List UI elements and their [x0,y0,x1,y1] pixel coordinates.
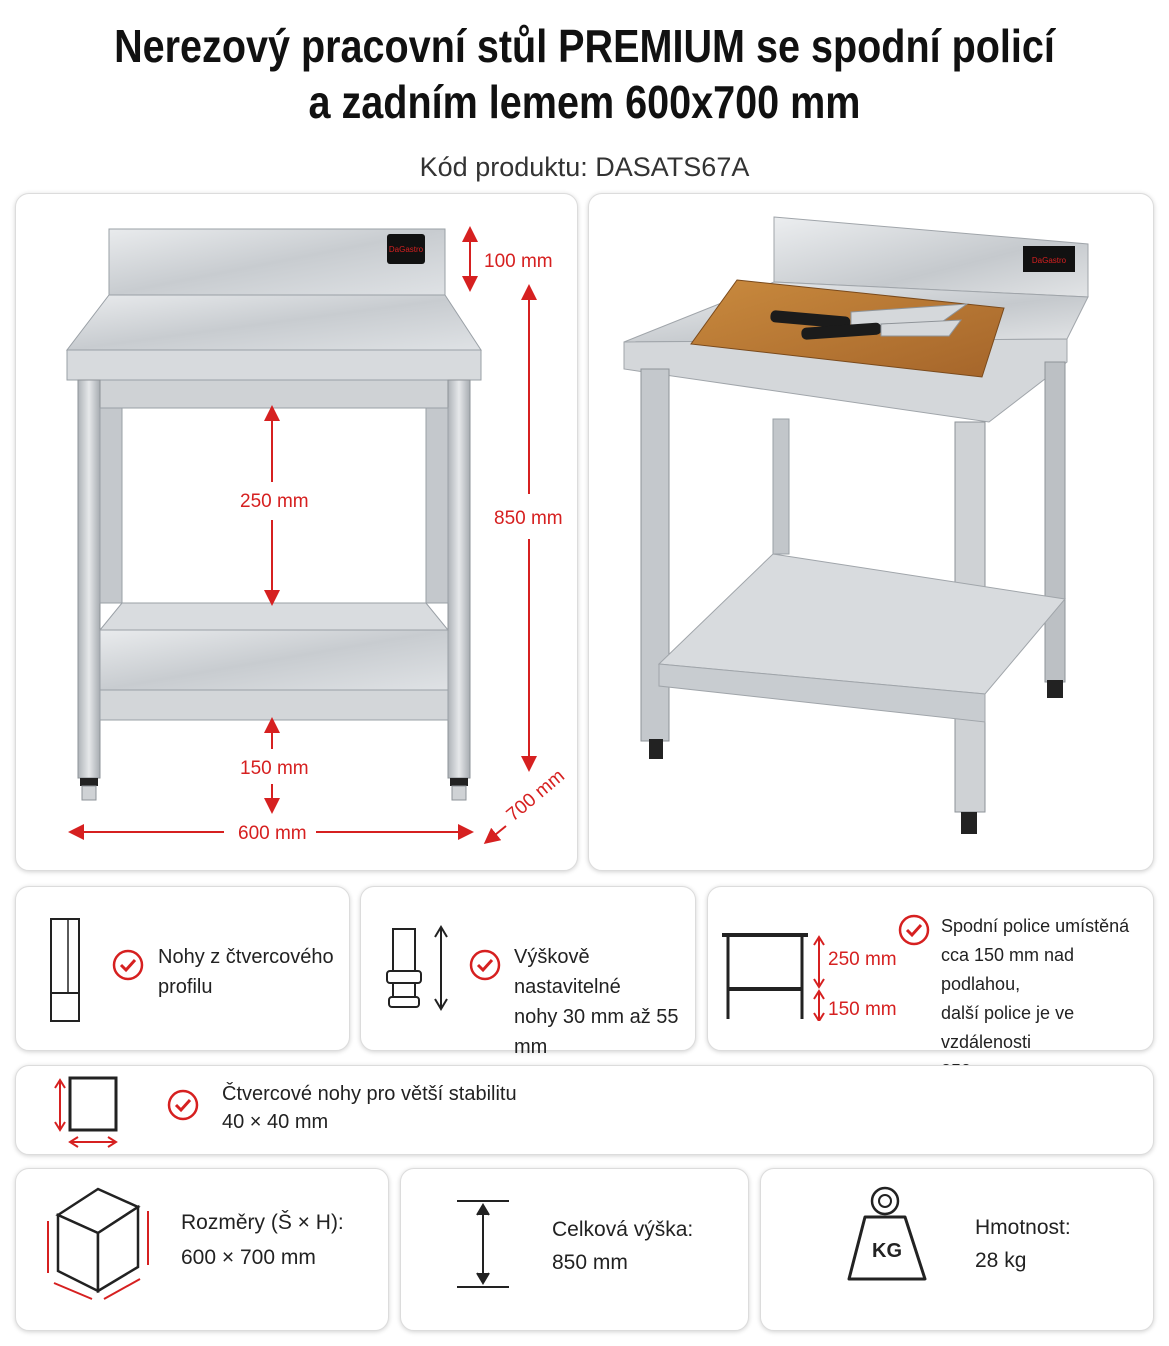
square-profile-icon [52,1074,142,1150]
feature-leg-profile-line2: profilu [158,976,213,998]
lower-shelf [100,630,448,690]
leg-back-left [100,408,122,603]
lower-shelf-front [100,690,448,720]
logo-text: DaGastro [388,245,424,254]
check-icon [898,914,930,946]
dim-shelf-gap-label: 250 mm [240,491,309,512]
feature-square-legs-line1: Čtvercové nohy pro větší stabilitu [222,1083,517,1105]
dim-depth-label: 700 mm [502,765,569,826]
photo-foot-2 [961,812,977,834]
feature-shelf-line1: Spodní police umístěná [941,916,1130,936]
box-dimensions-icon [40,1181,158,1303]
feature-card-square-legs [15,1065,1154,1155]
feature-dimensions-line1: Rozměry (Š × H): [181,1211,344,1234]
feature-card-leg-profile [15,886,350,1051]
shelf-dim-lower: 150 mm [828,999,897,1020]
feature-shelf-line2: cca 150 mm nad podlahou, [941,945,1075,994]
feature-dimensions-line2: 600 × 700 mm [181,1246,316,1269]
feature-height-line1: Celková výška: [552,1218,694,1241]
dimension-drawing [16,194,577,870]
square-leg-icon [46,915,86,1025]
title-line-1: Nerezový pracovní stůl PREMIUM se spodní policí [114,20,1055,72]
top-frame [100,380,448,408]
leg-front-left [78,380,100,778]
feature-card-weight [760,1168,1154,1331]
feature-weight-line2: 28 kg [975,1249,1027,1272]
feature-card-height [400,1168,749,1331]
photo-foot-3 [1047,680,1063,698]
dim-width-label: 600 mm [238,823,307,844]
leg-back-right [426,408,448,603]
weight-icon [847,1183,947,1287]
product-photo [589,194,1153,870]
foot-right-screw [452,786,466,800]
dim-backsplash-label: 100 mm [484,251,553,272]
check-icon [469,949,501,981]
title-line-2: a zadním lemem 600x700 mm [308,76,861,128]
foot-left-screw [82,786,96,800]
photo-leg-back-left [773,419,789,554]
feature-adjustable-line1: Výškově nastavitelné [514,946,621,998]
lower-shelf-surface [100,603,448,630]
feature-card-dimensions [15,1168,389,1331]
shelf-dim-upper: 250 mm [828,949,897,970]
product-code: Kód produktu: DASATS67A [419,152,750,182]
feature-card-adjustable [360,886,696,1058]
check-icon [167,1089,199,1121]
shelf-diagram-icon [722,929,898,1021]
feature-leg-profile-line1: Nohy z čtvercového [158,946,334,968]
feature-card-shelf [707,886,1154,1051]
foot-right [450,778,468,786]
dim-shelf-floor-label: 150 mm [240,758,309,779]
check-icon [112,949,144,981]
dim-height-label: 850 mm [494,508,563,529]
foot-left [80,778,98,786]
table-top [67,295,481,350]
photo-foot-1 [649,739,663,759]
feature-shelf-line3: další police je ve vzdálenosti [941,1003,1075,1052]
dim-line-depth [490,826,506,839]
feature-adjustable-line2: nohy 30 mm až 55 mm [514,1006,679,1058]
adjustable-foot-icon [381,925,451,1015]
leg-front-right [448,380,470,778]
feature-weight-line1: Hmotnost: [975,1216,1071,1239]
table-top-front [67,350,481,380]
feature-height-line2: 850 mm [552,1251,628,1274]
product-photo-card [588,193,1154,871]
height-icon [455,1197,511,1291]
page-title [82,18,1087,130]
photo-logo-text: DaGastro [1031,256,1067,265]
weight-icon-label: KG [872,1240,902,1262]
feature-square-legs-line2: 40 × 40 mm [222,1111,329,1133]
photo-leg-back-right [1045,362,1065,682]
technical-drawing-card [15,193,578,871]
